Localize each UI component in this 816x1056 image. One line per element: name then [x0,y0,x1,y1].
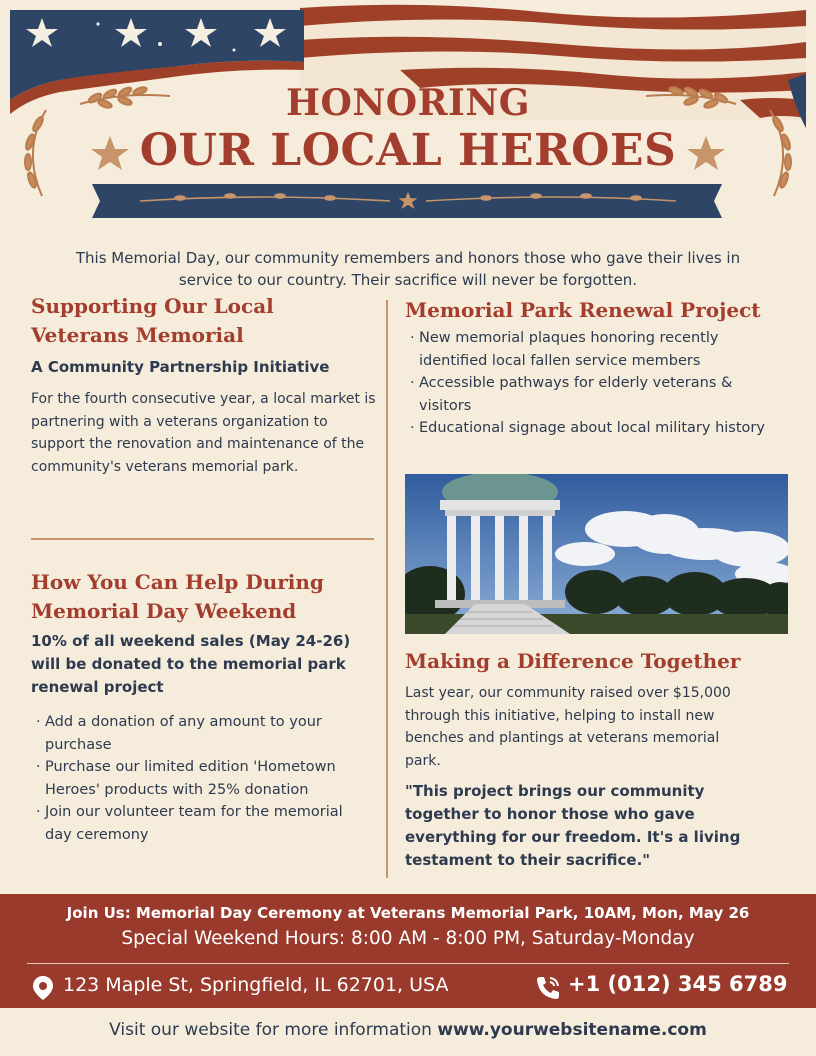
location-pin-icon [32,975,54,1001]
phone-number[interactable]: +1 (012) 345 6789 [568,972,788,996]
footer-band [0,894,816,1008]
left-section-supporting [31,292,376,478]
memorial-photo [405,474,788,634]
section-body: For the fourth consecutive year, a local market is partnering with a veterans organization to support the renovation and maintenance of the community's veterans memorial park. [31,391,376,475]
section-divider [31,538,374,540]
phone-icon [534,974,562,1002]
website-line [0,1020,816,1040]
intro-text: This Memorial Day, our community remembers and honors those who gave their lives in service to our country. Their sacrifice will never be forgotten. [75,249,741,289]
left-section-how-to-help [31,568,376,846]
section-heading: Memorial Park Renewal Project [405,298,761,322]
section-body: Last year, our community raised over $15,000 through this initiative, helping to install new benches and plantings at veterans memorial park. [405,685,731,769]
section-subheading: A Community Partnership Initiative [31,358,330,376]
list-item: · Purchase our limited edition 'Hometown Heroes' products with 25% donation [31,756,351,801]
website-link[interactable]: www.yourwebsitename.com [437,1020,707,1040]
right-section-renewal [405,296,785,440]
right-section-difference [405,647,790,872]
section-heading: Supporting Our Local Veterans Memorial [31,294,274,347]
donation-highlight: 10% of all weekend sales (May 24-26) will be donated to the memorial park renewal project [31,632,351,696]
help-list [31,711,351,846]
title-line-1: HONORING [285,82,531,124]
weekend-hours: Special Weekend Hours: 8:00 AM - 8:00 PM, Saturday-Monday [121,928,695,949]
section-heading: How You Can Help During Memorial Day Weekend [31,570,324,623]
list-item: · Join our volunteer team for the memorial day ceremony [31,801,351,846]
list-item: · Accessible pathways for elderly veterans & visitors [405,372,765,417]
section-heading: Making a Difference Together [405,649,741,673]
list-item: · New memorial plaques honoring recently identified local fallen service members [405,327,765,372]
column-divider [386,300,388,878]
list-item: · Add a donation of any amount to your purchase [31,711,351,756]
list-item: · Educational signage about local military history [405,417,765,440]
website-prefix: Visit our website for more information [109,1020,432,1040]
renewal-list [405,327,765,440]
ceremony-info: Join Us: Memorial Day Ceremony at Veterans Memorial Park, 10AM, Mon, May 26 [66,904,750,922]
address-text[interactable]: 123 Maple St, Springfield, IL 62701, USA [63,974,449,996]
title-line-2: OUR LOCAL HEROES [139,125,677,176]
footer-divider [27,963,789,964]
testimonial-quote: "This project brings our community together to honor those who gave everything for our freedom. It's a living testament to their sacrifice." [405,782,741,869]
